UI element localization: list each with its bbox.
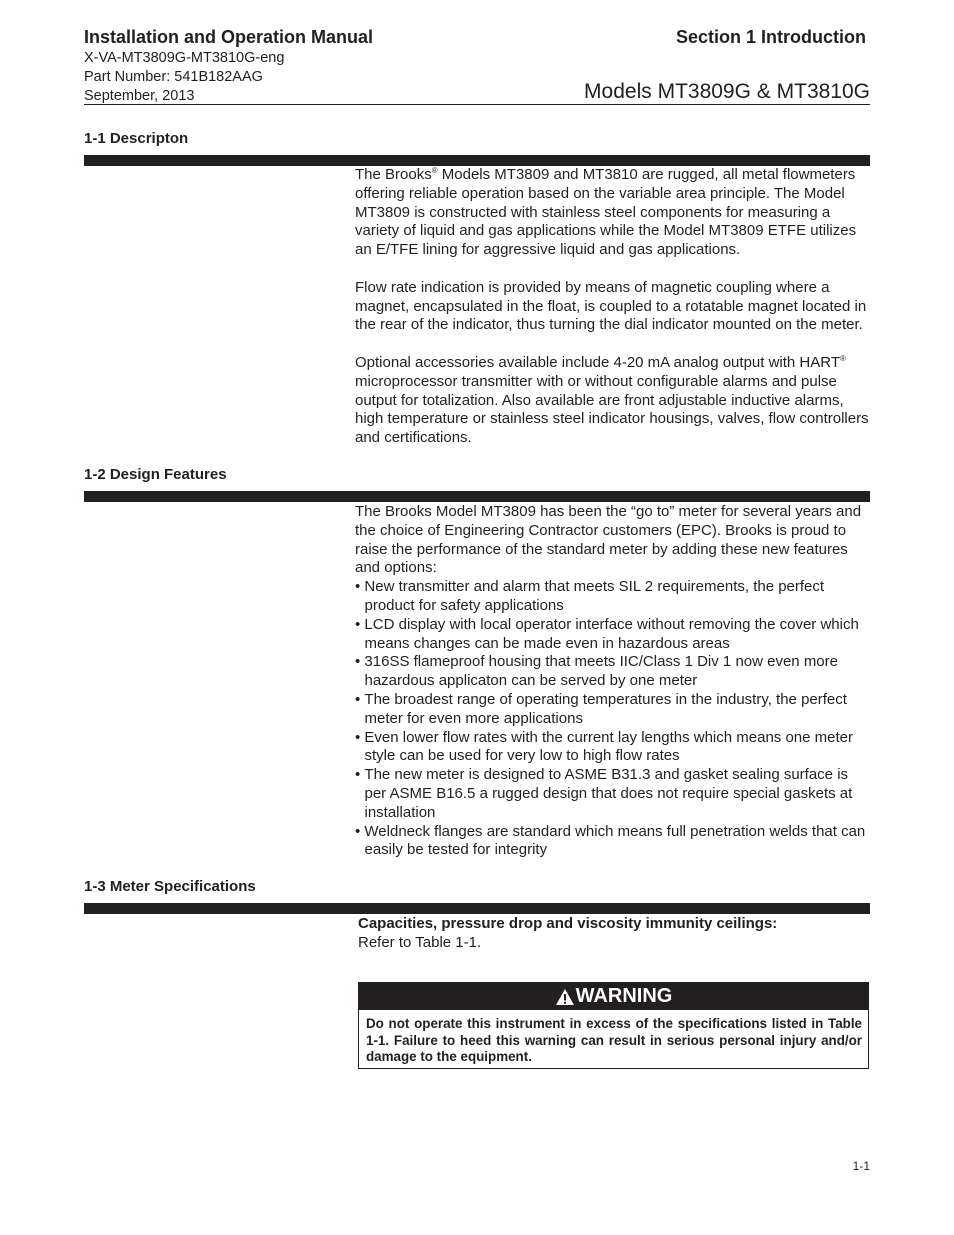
warning-triangle-icon — [555, 988, 575, 1006]
feature-item: • The broadest range of operating temperatures in the industry, the perfect meter for even more applications — [355, 691, 870, 729]
feature-item: • New transmitter and alarm that meets SIL 2 requirements, the perfect product for safety applications — [355, 578, 870, 616]
section-heading: Section 1 Introduction — [675, 27, 866, 47]
specifications-reference: Refer to Table 1-1. — [358, 933, 482, 951]
specifications-body — [358, 915, 873, 953]
feature-item: • LCD display with local operator interface without removing the cover which means changes can be made even in hazardous areas — [355, 616, 870, 654]
section-bar-meter-specifications — [84, 903, 870, 914]
specifications-heading: Capacities, pressure drop and viscosity immunity ceilings: — [358, 915, 778, 932]
feature-item: • 316SS flameproof housing that meets IIC/Class 1 Div 1 now even more hazardous applicaton can be served by one meter — [355, 653, 870, 691]
warning-header — [359, 983, 868, 1010]
design-intro: The Brooks Model MT3809 has been the “go to” meter for several years and the choice of Engineering Contractor customers (EPC). Brooks is proud to raise the performance of the standard meter by adding these new features and options: — [355, 503, 862, 577]
page-number: 1-1 — [852, 1159, 870, 1173]
feature-item: • Even lower flow rates with the current lay lengths which means one meter style can be used for very low to high flow rates — [355, 729, 870, 767]
warning-text: Do not operate this instrument in excess of the specifications listed in Table 1-1. Failure to heed this warning can result in serious personal injury and/or damage to the equipment. — [366, 1016, 862, 1064]
section-bar-description — [84, 155, 870, 166]
feature-item: • The new meter is designed to ASME B31.3 and gasket sealing surface is per ASME B16.5 a rugged design that does not require special gaskets at installation — [355, 766, 870, 822]
feature-list — [355, 578, 870, 860]
feature-item: • Weldneck flanges are standard which means full penetration welds that can easily be tested for integrity — [355, 823, 870, 861]
warning-box — [358, 982, 869, 1069]
section-title-design-features: 1-2 Design Features — [84, 466, 227, 483]
manual-title: Installation and Operation Manual — [84, 27, 374, 47]
description-paragraph-2: Flow rate indication is provided by means of magnetic coupling where a magnet, encapsulated in the float, is coupled to a rotatable magnet located in the rear of the indicator, thus turning the dial indicator mounted on the meter. — [355, 278, 867, 334]
section-title-description: 1-1 Descripton — [84, 130, 189, 147]
section-title-meter-specifications: 1-3 Meter Specifications — [84, 878, 256, 895]
section-bar-design-features — [84, 491, 870, 502]
design-features-body — [355, 503, 870, 860]
description-body — [355, 166, 870, 448]
description-paragraph-1: The Brooks® Models MT3809 and MT3810 are rugged, all metal flowmeters offering reliable operation based on the variable area principle. The Model MT3809 is constructed with stainless steel components for measuring a variety of liquid and gas applications while the Model MT3809 ETFE utilizes an E/TFE lining for aggressive liquid and gas applications. — [355, 166, 857, 259]
models-title: Models MT3809G & MT3810G — [584, 80, 870, 103]
part-number: Part Number: 541B182AAG — [84, 69, 263, 85]
publication-date: September, 2013 — [84, 88, 195, 104]
header-divider — [84, 104, 870, 105]
description-paragraph-3: Optional accessories available include 4-20 mA analog output with HART® microprocessor transmitter with or without configurable alarms and pulse output for totalization. Also available are front adjustable inductive alarms, high temperature or stainless steel indicator housings, valves, flow controllers and certifications. — [355, 353, 869, 447]
document-id: X-VA-MT3809G-MT3810G-eng — [84, 50, 285, 66]
warning-label: WARNING — [575, 985, 673, 1007]
